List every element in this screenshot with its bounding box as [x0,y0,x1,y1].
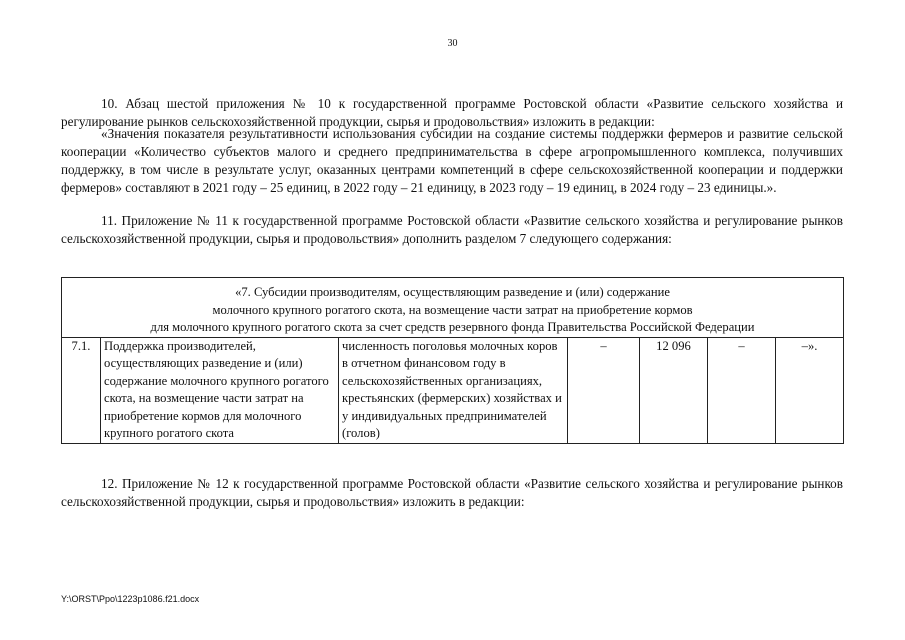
paragraph-10: 10. Абзац шестой приложения № 10 к государственной программе Ростовской области «Развитие сельского хозяйства и регулирование рынков сельскохозяйственной продукции, сырья и продовольствия» изложить в редакции: [61,96,843,129]
footer-file-path: Y:\ORST\Ppo\1223p1086.f21.docx [61,594,200,604]
paragraph-10-quote: «Значения показателя результативности использования субсидии на создание системы поддержки фермеров и развитие сельской кооперации «Количество субъектов малого и среднего предпринимательства в сфере агропромышленного комплекса, получивших поддержку, в том числе в результате услуг, оказанных центрами компетенций в сфере сельскохозяйственной кооперации и поддержки фермеров» составляют в 2021 году – 25 единиц, в 2022 году – 21 единицу, в 2023 году – 19 единиц, в 2024 году – 23 единицы.». [61,126,843,195]
row-value-4: –». [776,337,844,443]
section-header-line-3: для молочного крупного рогатого скота за счет средств резервного фонда Правительства Российской Федерации [150,320,755,334]
section-header-line-1: «7. Субсидии производителям, осуществляющим разведение и (или) содержание [235,285,670,299]
table-row [62,337,844,443]
page-number: 30 [447,38,458,49]
row-number: 7.1. [62,337,101,443]
row-value-2: 12 096 [640,337,708,443]
table-section-header-row [62,278,844,338]
section-header-cell [62,278,844,338]
subsidy-table [61,277,844,444]
row-value-1: – [568,337,640,443]
section-header-line-2: молочного крупного рогатого скота, на возмещение части затрат на приобретение кормов [212,302,693,317]
row-value-3: – [708,337,776,443]
row-measure-name: Поддержка производителей, осуществляющих разведение и (или) содержание молочного крупного рогатого скота, на возмещение части затрат на приобретение кормов для молочного крупного рогатого скота [101,337,339,443]
paragraph-12: 12. Приложение № 12 к государственной программе Ростовской области «Развитие сельского хозяйства и регулирование рынков сельскохозяйственной продукции, сырья и продовольствия» изложить в редакции: [61,476,843,509]
row-indicator: численность поголовья молочных коров в отчетном финансовом году в сельскохозяйственных организациях, крестьянских (фермерских) хозяйствах и у индивидуальных предпринимателей (голов) [339,337,568,443]
paragraph-11: 11. Приложение № 11 к государственной программе Ростовской области «Развитие сельского хозяйства и регулирование рынков сельскохозяйственной продукции, сырья и продовольствия» дополнить разделом 7 следующего содержания: [61,213,843,246]
